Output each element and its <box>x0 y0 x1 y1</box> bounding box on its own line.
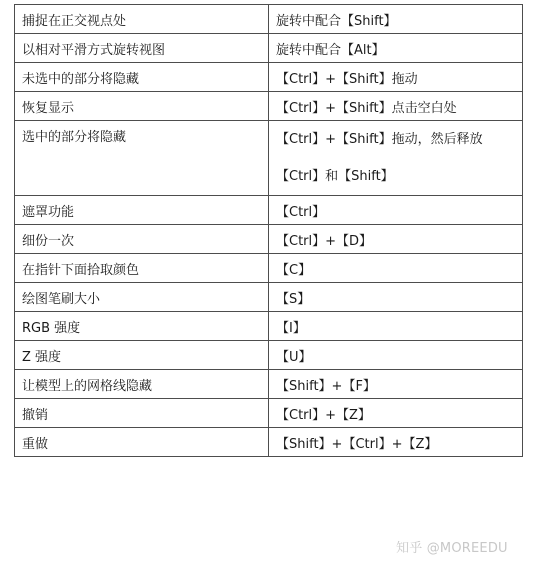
shortcut-cell: 【I】 <box>269 312 523 341</box>
shortcut-table-container <box>14 4 522 457</box>
table-row <box>15 283 523 312</box>
shortcut-cell: 【U】 <box>269 341 523 370</box>
shortcut-cell: 【Ctrl】+【Shift】拖动 <box>269 63 523 92</box>
action-cell: 在指针下面拾取颜色 <box>15 254 269 283</box>
action-cell: 撤销 <box>15 399 269 428</box>
shortcut-cell: 【Ctrl】+【Shift】拖动，然后释放【Ctrl】和【Shift】 <box>269 121 523 196</box>
action-cell: 以相对平滑方式旋转视图 <box>15 34 269 63</box>
action-cell: 细份一次 <box>15 225 269 254</box>
action-cell: 重做 <box>15 428 269 457</box>
shortcut-cell: 【Ctrl】 <box>269 196 523 225</box>
table-row <box>15 341 523 370</box>
action-cell: Z 强度 <box>15 341 269 370</box>
table-row <box>15 121 523 196</box>
table-row <box>15 254 523 283</box>
table-row <box>15 92 523 121</box>
table-row <box>15 399 523 428</box>
table-row <box>15 312 523 341</box>
table-row <box>15 196 523 225</box>
shortcut-cell: 【C】 <box>269 254 523 283</box>
shortcut-cell: 【Shift】+【F】 <box>269 370 523 399</box>
shortcut-cell: 旋转中配合【Shift】 <box>269 5 523 34</box>
action-cell: 未选中的部分将隐藏 <box>15 63 269 92</box>
table-row <box>15 34 523 63</box>
action-cell: RGB 强度 <box>15 312 269 341</box>
table-row <box>15 428 523 457</box>
table-row <box>15 5 523 34</box>
action-cell: 让模型上的网格线隐藏 <box>15 370 269 399</box>
shortcut-cell: 【Ctrl】+【Z】 <box>269 399 523 428</box>
action-cell: 绘图笔刷大小 <box>15 283 269 312</box>
action-cell: 捕捉在正交视点处 <box>15 5 269 34</box>
shortcut-table <box>14 4 523 457</box>
shortcut-cell: 【Shift】+【Ctrl】+【Z】 <box>269 428 523 457</box>
action-cell: 遮罩功能 <box>15 196 269 225</box>
table-row <box>15 63 523 92</box>
action-cell: 选中的部分将隐藏 <box>15 121 269 196</box>
table-row <box>15 370 523 399</box>
watermark-text: 知乎 @MOREEDU <box>396 541 508 556</box>
shortcut-cell: 【Ctrl】+【Shift】点击空白处 <box>269 92 523 121</box>
shortcut-cell: 【S】 <box>269 283 523 312</box>
shortcut-cell: 旋转中配合【Alt】 <box>269 34 523 63</box>
shortcut-cell: 【Ctrl】+【D】 <box>269 225 523 254</box>
action-cell: 恢复显示 <box>15 92 269 121</box>
table-row <box>15 225 523 254</box>
